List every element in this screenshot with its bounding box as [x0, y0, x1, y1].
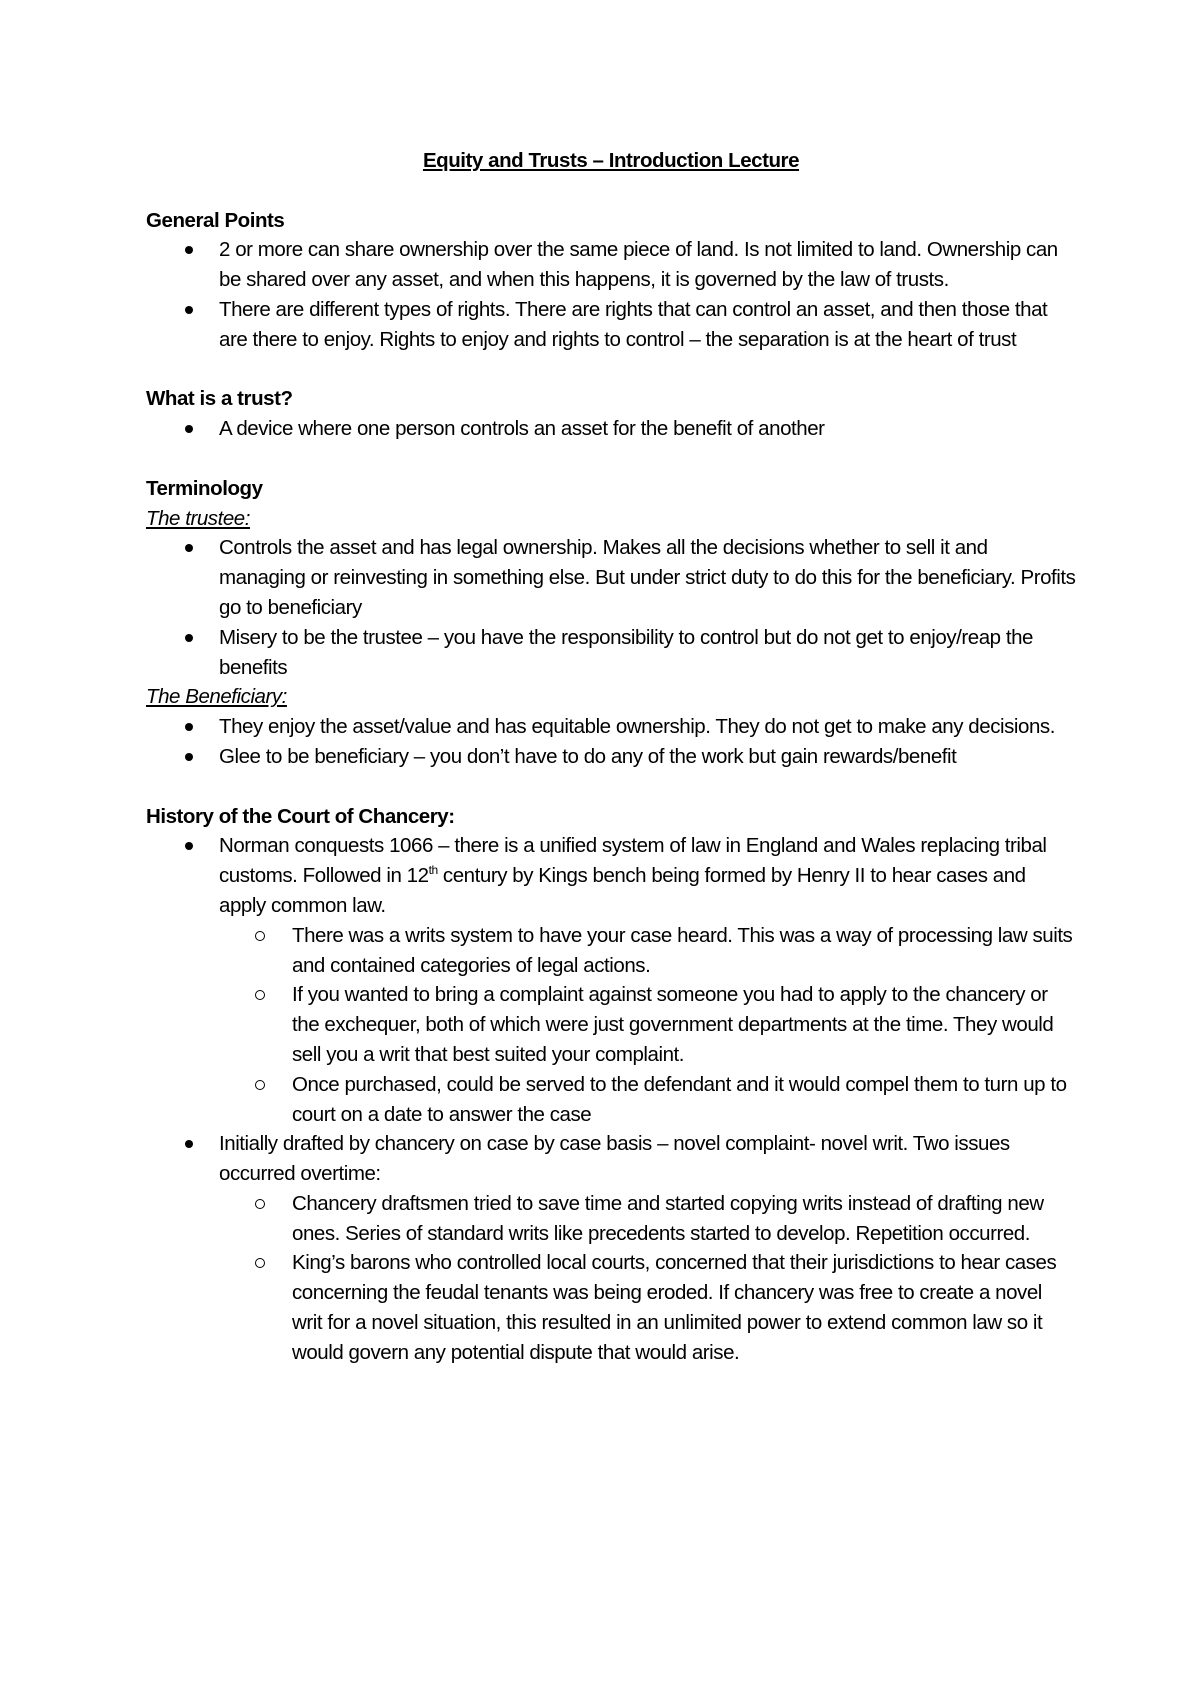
sub-list-item — [219, 1248, 1076, 1367]
spacer — [146, 355, 1076, 385]
list-item — [146, 235, 1076, 295]
sub-list-item-text: If you wanted to bring a complaint against someone you had to apply to the chancery or the exchequer, both of which were just government departments at the time. They would sell you a writ that best suited your complaint. — [292, 983, 1054, 1066]
beneficiary-subheading: The Beneficiary: — [146, 685, 287, 709]
bullet-icon — [185, 306, 193, 314]
list-item — [146, 831, 1076, 1129]
bullet-icon — [185, 842, 193, 850]
list-item — [146, 712, 1076, 742]
circle-bullet-icon — [255, 1258, 265, 1268]
list-item-text: Initially drafted by chancery on case by case basis – novel complaint- novel writ. Two issues occurred overtime: — [219, 1132, 1010, 1186]
list-item-text: There are different types of rights. There are rights that can control an asset, and then those that are there to enjoy. Rights to enjoy and rights to control – the separation is at the heart of trust — [219, 297, 1048, 351]
trustee-list — [146, 533, 1076, 682]
circle-bullet-icon — [255, 1080, 265, 1090]
history-text-after-sup: century by Kings bench being formed by Henry II to hear cases and apply common law. — [219, 864, 1026, 917]
what-is-trust-heading: What is a trust? — [146, 387, 293, 411]
sub-list-item-text: King’s barons who controlled local courts, concerned that their jurisdictions to hear cases concerning the feudal tenants was being eroded. If chancery was free to create a novel writ for a novel situation, this resulted in an unlimited power to extend common law so it would govern any potential dispute that would arise. — [292, 1251, 1057, 1364]
circle-bullet-icon — [255, 1199, 265, 1209]
list-item — [146, 295, 1076, 355]
list-item-text — [219, 834, 1047, 917]
circle-bullet-icon — [255, 990, 265, 1000]
sub-list-item — [219, 921, 1076, 981]
bullet-icon — [185, 425, 193, 433]
bullet-icon — [185, 634, 193, 642]
beneficiary-list — [146, 712, 1076, 772]
list-item-text: 2 or more can share ownership over the same piece of land. Is not limited to land. Ownership can be shared over any asset, and when this happens, it is governed by the law of trusts. — [219, 238, 1058, 292]
spacer — [146, 444, 1076, 474]
history-list — [146, 831, 1076, 1367]
list-item — [146, 1129, 1076, 1367]
bullet-icon — [185, 723, 193, 731]
sub-list-item-text: Chancery draftsmen tried to save time and started copying writs instead of drafting new ones. Series of standard writs like precedents started to develop. Repetition occurred. — [292, 1191, 1044, 1245]
list-item-text: Glee to be beneficiary – you don’t have to do any of the work but gain rewards/benefit — [219, 744, 957, 768]
list-item — [146, 533, 1076, 622]
sub-list-item-text: There was a writs system to have your case heard. This was a way of processing law suits and contained categories of legal actions. — [292, 923, 1073, 977]
page-title: Equity and Trusts – Introduction Lecture — [422, 149, 800, 172]
list-item-text: Misery to be the trustee – you have the responsibility to control but do not get to enjoy/reap the benefits — [219, 625, 1033, 679]
general-points-heading: General Points — [146, 208, 285, 232]
list-item — [146, 742, 1076, 772]
history-heading: History of the Court of Chancery: — [146, 804, 455, 828]
document-body — [146, 146, 1076, 1368]
history-text-before-sup: Norman conquests 1066 – there is a unified system of law in England and Wales replacing tribal customs. Followed in 12 — [219, 834, 1047, 888]
history-sublist — [219, 1189, 1076, 1368]
what-is-trust-list — [146, 414, 1076, 444]
terminology-heading: Terminology — [146, 476, 263, 500]
ordinal-suffix: th — [428, 863, 438, 878]
history-sublist — [219, 921, 1076, 1130]
list-item-text: Controls the asset and has legal ownership. Makes all the decisions whether to sell it and managing or reinvesting in something else. But under strict duty to do this for the beneficiary. Profits go to beneficiary — [219, 536, 1076, 619]
bullet-icon — [185, 544, 193, 552]
list-item-text: They enjoy the asset/value and has equitable ownership. They do not get to make any decisions. — [219, 715, 1055, 739]
list-item-text: A device where one person controls an asset for the benefit of another — [219, 417, 825, 441]
sub-list-item — [219, 1070, 1076, 1130]
circle-bullet-icon — [255, 931, 265, 941]
spacer — [146, 772, 1076, 802]
bullet-icon — [185, 1140, 193, 1148]
sub-list-item — [219, 1189, 1076, 1249]
bullet-icon — [185, 753, 193, 761]
sub-list-item-text: Once purchased, could be served to the defendant and it would compel them to turn up to court on a date to answer the case — [292, 1072, 1067, 1126]
trustee-subheading: The trustee: — [146, 506, 250, 530]
bullet-icon — [185, 246, 193, 254]
sub-list-item — [219, 980, 1076, 1069]
list-item — [146, 414, 1076, 444]
general-points-list — [146, 235, 1076, 354]
list-item — [146, 623, 1076, 683]
